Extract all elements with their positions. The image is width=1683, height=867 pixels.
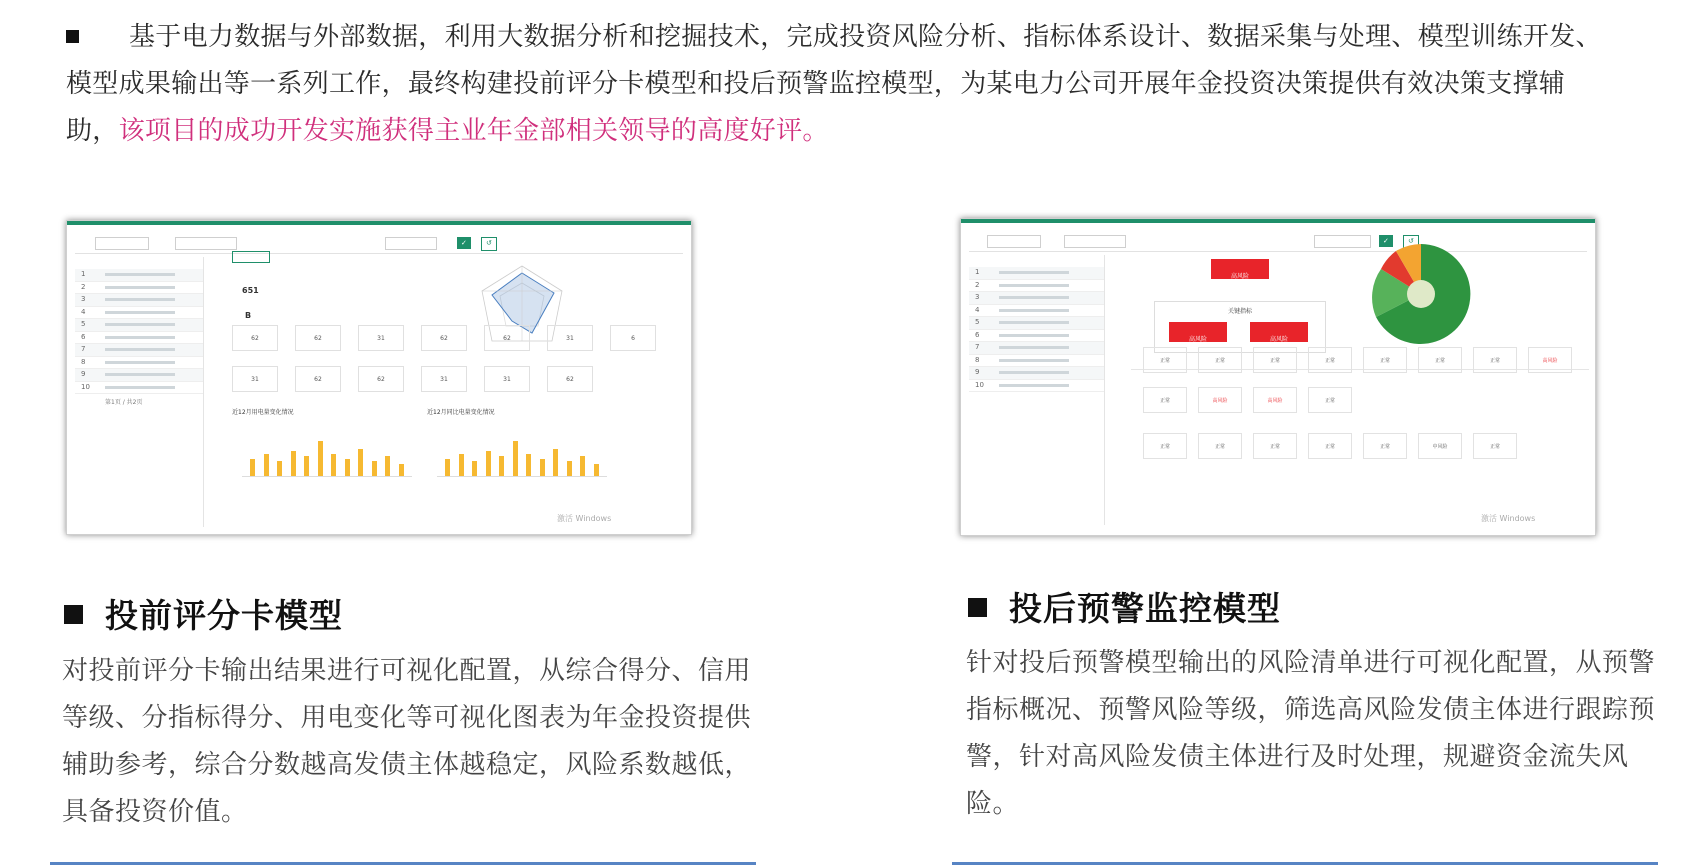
indicator-value: 62	[314, 335, 322, 342]
indicator-value: 62	[377, 376, 385, 383]
row-placeholder	[105, 298, 175, 301]
left-section-title	[64, 590, 343, 637]
filter-bar	[969, 233, 1587, 252]
pager: 第1页 / 共2页	[105, 399, 143, 406]
bar	[304, 456, 309, 476]
indicator-value: 正常	[1214, 444, 1225, 450]
bar	[540, 459, 545, 477]
left-divider	[50, 862, 756, 865]
row-index: 1	[81, 270, 86, 278]
indicator-card	[484, 325, 530, 351]
entity-table	[75, 257, 204, 527]
indicator-value: 31	[377, 335, 385, 342]
row-placeholder	[999, 296, 1069, 299]
reset-button[interactable]: ↺	[481, 237, 497, 251]
row-index: 6	[975, 330, 980, 339]
indicator-value: 正常	[1489, 444, 1500, 450]
post-investment-dashboard-screenshot	[960, 218, 1596, 536]
indicator-card	[358, 366, 404, 392]
row-placeholder	[999, 271, 1069, 274]
table-row[interactable]	[969, 292, 1104, 305]
indicator-card	[295, 366, 341, 392]
row-placeholder	[105, 373, 175, 376]
table-row[interactable]	[75, 282, 203, 295]
indicator-value: 62	[314, 376, 322, 383]
indicator-card	[358, 325, 404, 351]
chart-right-title: 近12月同比电量变化情况	[427, 409, 495, 416]
indicator-card	[232, 366, 278, 392]
indicator-value: 正常	[1434, 358, 1445, 364]
indicator-card	[1418, 347, 1462, 373]
left-section-body: 对投前评分卡输出结果进行可视化配置，从综合得分、信用等级、分指标得分、用电变化等可视化图表为年金投资提供辅助参考，综合分数越高发债主体越稳定，风险系数越低，具备投资价值。	[62, 656, 752, 827]
table-row[interactable]	[75, 382, 203, 395]
indicator-card	[1308, 387, 1352, 413]
intro-highlight: 该项目的成功开发实施获得主业年金部相关领导的高度好评。	[118, 116, 829, 146]
row-index: 5	[81, 320, 86, 328]
indicator-card	[1253, 387, 1297, 413]
table-rows	[75, 257, 203, 394]
indicator-card	[1363, 433, 1407, 459]
left-section-title-text: 投前评分卡模型	[105, 596, 343, 635]
indicator-value: 高风险	[1212, 398, 1228, 404]
table-row[interactable]	[75, 319, 203, 332]
indicator-card	[1473, 347, 1517, 373]
indicator-value: 62	[440, 335, 448, 342]
indicator-value: 正常	[1489, 358, 1500, 364]
bar	[385, 456, 390, 476]
row-placeholder	[105, 323, 175, 326]
yoy-bar-chart	[437, 426, 607, 477]
tab-score[interactable]	[232, 251, 270, 263]
right-section-body: 针对投后预警模型输出的风险清单进行可视化配置，从预警指标概况、预警风险等级，筛选高风险发债主体进行跟踪预警，针对高风险发债主体进行及时处理，规避资金流失风险。	[966, 648, 1656, 819]
indicator-card	[421, 366, 467, 392]
indicator-value: 6	[631, 335, 635, 342]
indicator-card	[547, 325, 593, 351]
indicator-value: 高风险	[1267, 398, 1283, 404]
row-placeholder	[999, 359, 1069, 362]
top-risk-badge: 高风险	[1211, 259, 1269, 279]
row-placeholder	[999, 284, 1069, 287]
row-placeholder	[999, 309, 1069, 312]
bar	[553, 449, 558, 477]
table-row[interactable]	[969, 267, 1104, 280]
indicator-card	[1253, 433, 1297, 459]
grade-value: B	[245, 311, 252, 320]
bar	[250, 459, 255, 477]
indicator-card	[1143, 347, 1187, 373]
indicator-value: 正常	[1269, 358, 1280, 364]
row-index: 2	[81, 282, 86, 291]
right-divider	[952, 862, 1658, 865]
table-row[interactable]	[969, 305, 1104, 318]
table-row[interactable]	[969, 380, 1104, 393]
table-row[interactable]	[75, 344, 203, 357]
indicator-value: 31	[566, 335, 574, 342]
watermark: 激活 Windows	[1481, 514, 1536, 523]
indicator-card	[1528, 347, 1572, 373]
table-row[interactable]	[969, 342, 1104, 355]
score-value: 651	[242, 286, 259, 295]
indicator-value: 正常	[1324, 358, 1335, 364]
bullet-square-icon	[64, 605, 83, 624]
indicator-value: 31	[440, 376, 448, 383]
filter-bar	[75, 235, 683, 254]
accent-bar	[961, 219, 1595, 223]
indicator-value: 正常	[1269, 444, 1280, 450]
indicator-card	[1363, 347, 1407, 373]
intro-paragraph	[66, 14, 1606, 155]
indicator-value: 62	[566, 376, 574, 383]
bar	[513, 441, 518, 476]
bar	[499, 456, 504, 476]
query-button[interactable]: ✓	[457, 237, 471, 249]
row-placeholder	[105, 336, 175, 339]
table-row[interactable]	[75, 307, 203, 320]
bar	[486, 451, 491, 476]
bar	[331, 454, 336, 477]
table-row[interactable]	[75, 357, 203, 370]
bullet-square-icon	[968, 598, 987, 617]
indicator-card	[547, 366, 593, 392]
bar	[526, 454, 531, 477]
indicator-card	[484, 366, 530, 392]
accent-bar	[67, 221, 691, 225]
table-row[interactable]	[969, 317, 1104, 330]
table-row[interactable]	[969, 355, 1104, 368]
row-index: 9	[81, 370, 86, 378]
row-placeholder	[999, 321, 1069, 324]
row-placeholder	[999, 384, 1069, 387]
indicator-card	[1198, 347, 1242, 373]
indicator-card	[1198, 387, 1242, 413]
row-index: 5	[975, 318, 980, 326]
indicator-card	[610, 325, 656, 351]
indicator-card	[1473, 433, 1517, 459]
indicator-card	[1308, 433, 1352, 459]
indicator-card	[1143, 433, 1187, 459]
chart-left-title: 近12月用电量变化情况	[232, 409, 294, 416]
row-index: 1	[975, 268, 980, 276]
row-index: 8	[975, 355, 980, 364]
row-index: 8	[81, 357, 86, 366]
indicator-value: 正常	[1214, 358, 1225, 364]
risk-sunburst-chart	[1356, 239, 1486, 349]
table-row[interactable]	[969, 367, 1104, 380]
watermark: 激活 Windows	[557, 514, 612, 523]
bar	[291, 451, 296, 476]
bar	[277, 461, 282, 476]
bar	[567, 461, 572, 476]
indicator-value: 正常	[1324, 444, 1335, 450]
indicator-value: 31	[503, 376, 511, 383]
row-index: 4	[975, 305, 980, 314]
indicator-value: 31	[251, 376, 259, 383]
indicator-card	[1143, 387, 1187, 413]
right-section-title	[968, 583, 1281, 630]
right-section-title-text: 投后预警监控模型	[1009, 589, 1281, 628]
bar	[580, 456, 585, 476]
row-index: 2	[975, 280, 980, 289]
entity-table	[969, 255, 1105, 525]
query-button[interactable]: ✓	[1379, 235, 1393, 247]
indicator-value: 正常	[1324, 398, 1335, 404]
bar	[399, 464, 404, 477]
table-rows	[969, 255, 1104, 392]
row-index: 4	[81, 307, 86, 316]
indicator-value: 62	[503, 335, 511, 342]
row-placeholder	[999, 371, 1069, 374]
bar	[358, 449, 363, 477]
row-index: 10	[975, 380, 984, 389]
indicator-value: 正常	[1159, 358, 1170, 364]
bar	[472, 461, 477, 476]
row-index: 7	[975, 343, 980, 351]
row-placeholder	[105, 311, 175, 314]
risk-badge-left: 高风险	[1169, 322, 1227, 342]
reset-button[interactable]: ↺	[1403, 235, 1419, 249]
row-index: 3	[975, 293, 980, 301]
row-placeholder	[105, 273, 175, 276]
indicator-card	[1198, 433, 1242, 459]
bar	[345, 459, 350, 477]
row-placeholder	[105, 361, 175, 364]
key-indicator-group	[1154, 301, 1326, 353]
indicator-value: 正常	[1159, 398, 1170, 404]
indicator-value: 正常	[1159, 444, 1170, 450]
table-row[interactable]	[75, 369, 203, 382]
indicator-value: 正常	[1379, 444, 1390, 450]
row-placeholder	[999, 346, 1069, 349]
intro-text: 基于电力数据与外部数据，利用大数据分析和挖掘技术，完成投资风险分析、指标体系设计、数据采集与处理、模型训练开发、模型成果输出等一系列工作，最终构建投前评分卡模型和投后预警监控模型，为某电力公司开展年金投资决策提供有效决策支撑辅助，	[66, 22, 1602, 146]
bar	[264, 454, 269, 477]
row-placeholder	[999, 334, 1069, 337]
indicator-value: 中风险	[1432, 444, 1448, 450]
indicator-card	[232, 325, 278, 351]
bar	[594, 464, 599, 477]
bar	[459, 454, 464, 477]
row-index: 10	[81, 382, 90, 391]
bar	[318, 441, 323, 476]
indicator-card	[1253, 347, 1297, 373]
indicator-card	[421, 325, 467, 351]
row-placeholder	[105, 348, 175, 351]
row-index: 9	[975, 368, 980, 376]
table-row[interactable]	[969, 330, 1104, 343]
bullet-square-icon	[66, 30, 79, 43]
pre-investment-dashboard-screenshot	[66, 220, 692, 535]
indicator-card	[1308, 347, 1352, 373]
table-row[interactable]	[969, 280, 1104, 293]
bar	[372, 461, 377, 476]
indicator-value: 正常	[1379, 358, 1390, 364]
table-row[interactable]	[75, 332, 203, 345]
key-indicator-label: 关键指标	[1227, 308, 1252, 315]
electricity-bar-chart	[242, 426, 412, 477]
indicator-card	[1418, 433, 1462, 459]
risk-badge-right: 高风险	[1250, 322, 1308, 342]
row-index: 6	[81, 332, 86, 341]
indicator-value: 62	[251, 335, 259, 342]
indicator-value: 高风险	[1542, 358, 1558, 364]
table-row[interactable]	[75, 294, 203, 307]
row-placeholder	[105, 386, 175, 389]
row-index: 7	[81, 345, 86, 353]
row-index: 3	[81, 295, 86, 303]
indicator-card	[295, 325, 341, 351]
table-row[interactable]	[75, 269, 203, 282]
bar	[445, 459, 450, 477]
row-placeholder	[105, 286, 175, 289]
